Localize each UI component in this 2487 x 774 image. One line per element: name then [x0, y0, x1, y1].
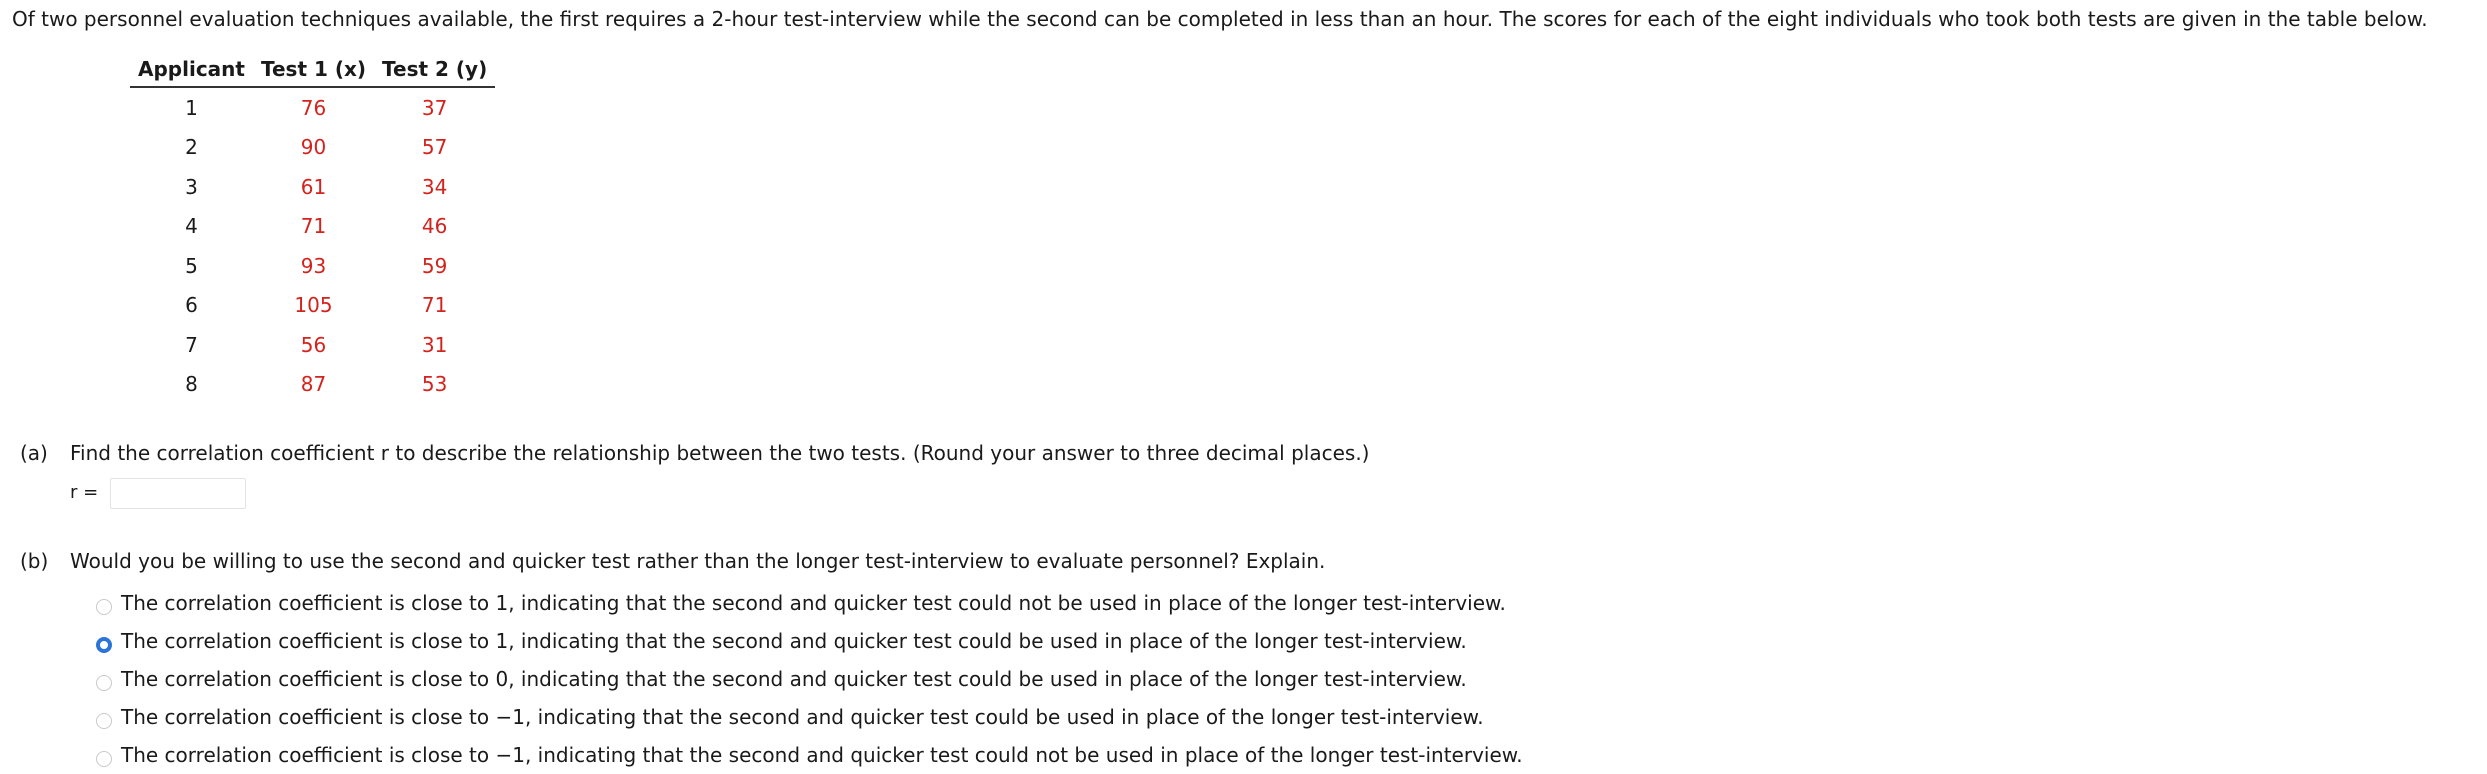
- r-answer-row: [70, 473, 246, 513]
- table-row: [130, 167, 495, 207]
- header-test2: Test 2 (y): [374, 52, 495, 87]
- part-a-label: (a): [20, 441, 48, 465]
- part-b-question: Would you be willing to use the second and quicker test rather than the longer test-interview to evaluate personnel? Explain.: [70, 549, 1326, 573]
- test2-cell: 46: [421, 214, 448, 239]
- test1-cell: 87: [300, 372, 327, 397]
- answer-option[interactable]: [96, 698, 1523, 736]
- table-row: [130, 286, 495, 326]
- applicant-cell: 6: [185, 293, 198, 318]
- answer-option-label: The correlation coefficient is close to 0, indicating that the second and quicker test could be used in place of the longer test-interview.: [121, 667, 1467, 691]
- answer-option-label: The correlation coefficient is close to 1, indicating that the second and quicker test could not be used in place of the longer test-interview.: [121, 591, 1506, 615]
- test2-cell: 34: [421, 174, 448, 199]
- answer-option[interactable]: [96, 660, 1523, 698]
- table-header-row: [130, 52, 495, 87]
- applicant-cell: 1: [185, 95, 198, 120]
- radio-button[interactable]: [96, 599, 112, 615]
- r-label: r =: [70, 482, 99, 503]
- applicant-cell: 8: [185, 372, 198, 397]
- applicant-cell: 5: [185, 253, 198, 278]
- part-b-label: (b): [20, 549, 49, 573]
- radio-button[interactable]: [96, 713, 112, 729]
- applicant-cell: 7: [185, 332, 198, 357]
- header-applicant: Applicant: [130, 52, 253, 87]
- test2-cell: 31: [421, 332, 448, 357]
- table-row: [130, 87, 495, 128]
- radio-button[interactable]: [96, 675, 112, 691]
- answer-option[interactable]: [96, 736, 1523, 774]
- test2-cell: 57: [421, 135, 448, 160]
- test2-cell: 59: [421, 253, 448, 278]
- r-answer-input[interactable]: [110, 478, 246, 509]
- test1-cell: 61: [300, 174, 327, 199]
- answer-option[interactable]: [96, 622, 1523, 660]
- applicant-cell: 2: [185, 135, 198, 160]
- test1-cell: 90: [300, 135, 327, 160]
- table-row: [130, 207, 495, 247]
- test2-cell: 53: [421, 372, 448, 397]
- test1-cell: 71: [300, 214, 327, 239]
- applicant-cell: 3: [185, 174, 198, 199]
- answer-option-label: The correlation coefficient is close to −1, indicating that the second and quicker test could not be used in place of the longer test-interview.: [121, 743, 1523, 767]
- table-row: [130, 365, 495, 405]
- test1-cell: 105: [294, 293, 333, 318]
- table-row: [130, 246, 495, 286]
- test1-cell: 93: [300, 253, 327, 278]
- table-row: [130, 325, 495, 365]
- scores-table: [130, 52, 495, 404]
- applicant-cell: 4: [185, 214, 198, 239]
- test1-cell: 56: [300, 332, 327, 357]
- answer-option-label: The correlation coefficient is close to 1, indicating that the second and quicker test could be used in place of the longer test-interview.: [121, 629, 1467, 653]
- radio-button[interactable]: [96, 751, 112, 767]
- radio-button[interactable]: [96, 637, 112, 653]
- test2-cell: 71: [421, 293, 448, 318]
- header-test1: Test 1 (x): [253, 52, 374, 87]
- part-a-question: Find the correlation coefficient r to describe the relationship between the two tests. (Round your answer to three decimal places.): [70, 441, 1370, 465]
- test1-cell: 76: [300, 95, 327, 120]
- answer-option-label: The correlation coefficient is close to −1, indicating that the second and quicker test could be used in place of the longer test-interview.: [121, 705, 1484, 729]
- test2-cell: 37: [421, 95, 448, 120]
- answer-choices: [96, 584, 1523, 774]
- intro-text: Of two personnel evaluation techniques available, the first requires a 2-hour test-interview while the second can be completed in less than an hour. The scores for each of the eight individuals who took both tests are given in the table below.: [12, 7, 2428, 31]
- answer-option[interactable]: [96, 584, 1523, 622]
- table-row: [130, 128, 495, 168]
